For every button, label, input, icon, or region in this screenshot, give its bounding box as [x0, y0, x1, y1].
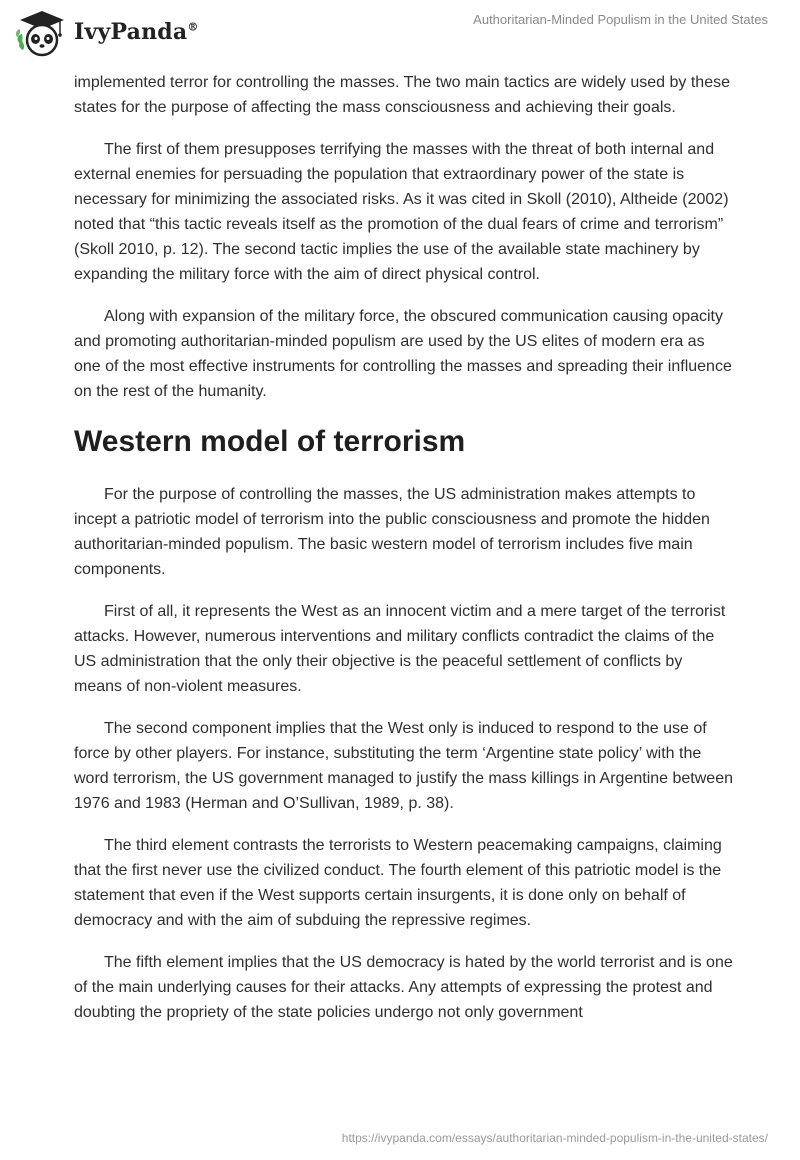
paragraph: implemented terror for controlling the masses. The two main tactics are widely used by these states for the purpose of affecting the mass consciousness and achieving their goals. [74, 74, 730, 116]
section-heading: Western model of terrorism [74, 425, 466, 458]
document-title: Authoritarian-Minded Populism in the United States [473, 12, 768, 27]
source-url[interactable]: https://ivypanda.com/essays/authoritarian-minded-populism-in-the-united-states/ [341, 1131, 768, 1145]
paragraph: The first of them presupposes terrifying the masses with the threat of both internal and external enemies for persuading the population that extraordinary power of the state is necessary for minimizing the associated risks. As it was cited in Skoll (2010), Altheide (2002) noted that “this tactic reveals itself as the promotion of the dual fears of crime and terrorism” (Skoll 2010, p. 12). The second tactic implies the use of the available state machinery by expanding the military force with the aim of direct physical control. [74, 141, 729, 283]
panda-graduate-icon [14, 6, 70, 58]
paragraph: The fifth element implies that the US democracy is hated by the world terrorist and is one of the main underlying causes for their attacks. Any attempts of expressing the protest and doubting the propriety of the state policies undergo not only government [74, 954, 733, 1021]
page-header [0, 0, 800, 64]
paragraph: The third element contrasts the terrorists to Western peacemaking campaigns, claiming that the first never use the civilized conduct. The fourth element of this patriotic model is the statement that even if the West supports certain insurgents, it is done only on behalf of democracy and with the aim of subduing the repressive regimes. [74, 837, 722, 929]
paragraph: Along with expansion of the military force, the obscured communication causing opacity and promoting authoritarian-minded populism are used by the US elites of modern era as one of the most effective instruments for controlling the masses and spreading their influence on the rest of the humanity. [74, 308, 732, 400]
logo-text: IvyPanda® [74, 19, 199, 45]
paragraph: First of all, it represents the West as an innocent victim and a mere target of the terrorist attacks. However, numerous interventions and military conflicts contradict the claims of the US administration that the only their objective is the peaceful settlement of conflicts by means of non-violent measures. [74, 603, 726, 695]
paragraph: For the purpose of controlling the masses, the US administration makes attempts to incept a patriotic model of terrorism into the public consciousness and promote the hidden authoritarian-minded populism. The basic western model of terrorism includes five main components. [74, 486, 710, 578]
ivypanda-logo[interactable] [14, 6, 199, 58]
registered-mark: ® [187, 20, 199, 34]
essay-content [74, 70, 734, 1042]
paragraph: The second component implies that the West only is induced to respond to the use of force by other players. For instance, substituting the term ‘Argentine state policy’ with the word terrorism, the US government managed to justify the mass killings in Argentine between 1976 and 1983 (Herman and O’Sullivan, 1989, p. 38). [74, 720, 733, 812]
